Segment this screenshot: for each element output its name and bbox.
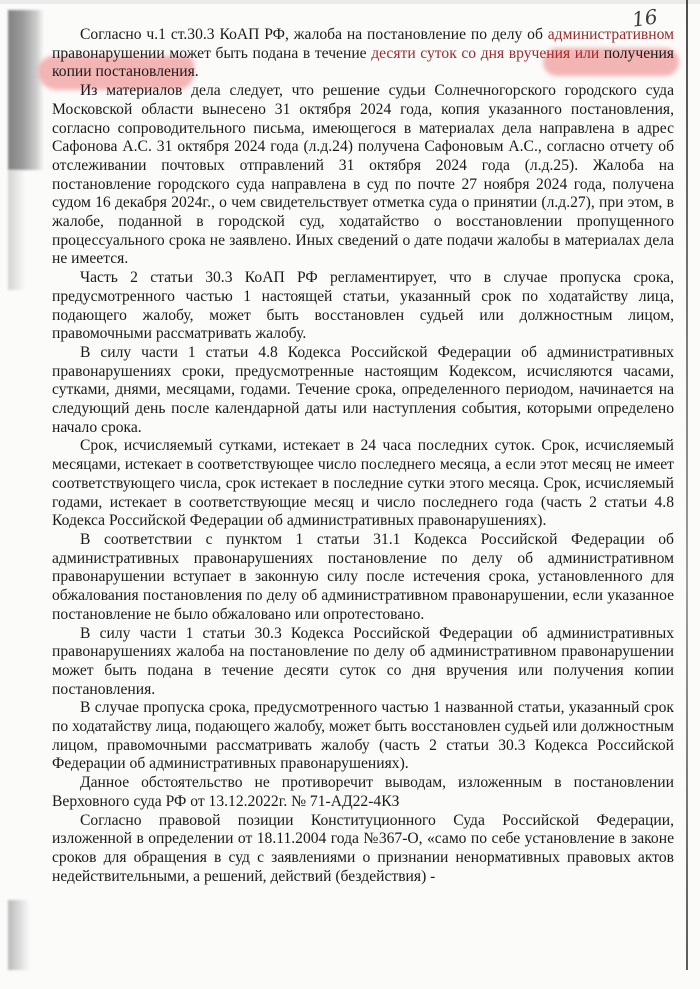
paragraph-9: Данное обстоятельство не противоречит выводам, изложенным в постановлении Верховного суда РФ от 13.12.2022г. № 71-АД22-4КЗ <box>52 774 674 810</box>
paragraph-4: В силу части 1 статьи 4.8 Кодекса Российской Федерации об административных правонарушениях сроки, предусмотренные настоящим Кодексом, исчисляются часами, сутками, днями, месяцами, годами. Течение срока, определенного периодом, начинается на следующий день после календарной даты или наступления события, которыми определено начало срока. <box>52 343 674 436</box>
handwritten-page-number: 16 <box>630 4 659 32</box>
paragraph-3: Часть 2 статьи 30.3 КоАП РФ регламентирует, что в случае пропуска срока, предусмотренного частью 1 настоящей статьи, указанный срок по ходатайству лица, подающего жалобу, может быть восстановлен судьей или должностным лицом, правомочными рассматривать жалобу. <box>52 269 674 343</box>
highlighted-text-ten-days: десяти суток со дня вручения или <box>371 44 600 62</box>
paragraph-7: В силу части 1 статьи 30.3 Кодекса Российской Федерации об административных правонарушениях жалоба на постановление по делу об административном правонарушении может быть подана в течение десяти суток со дня вручения или получения копии постановления. <box>52 624 674 698</box>
paragraph-10: Согласно правовой позиции Конституционного Суда Российской Федерации, изложенной в определении от 18.11.2004 года №367-О, «само по себе установление в законе сроков для обращения в суд с заявлениями о признании ненормативных правовых актов недействительными, а решений, действий (бездействия) - <box>52 811 674 885</box>
paragraph-1-part-1: Согласно ч.1 ст.30.3 КоАП РФ, жалоба на постановление по делу об <box>80 26 548 43</box>
scan-shadow-left-bottom <box>8 900 30 970</box>
highlighted-text-administrative: административном <box>547 26 674 43</box>
scan-right-edge-line <box>686 0 688 970</box>
paragraph-2: Из материалов дела следует, что решение судьи Солнечногорского городского суда Московской области вынесено 31 октября 2024 года, копия указанного постановления, согласно сопроводительного письма, имеющегося в материалах дела направлена в адрес Сафонова А.С. 31 октября 2024 года (л.д.24) получена Сафоновым А.С., согласно отчету об отслеживании почтовых отправлений 31 октября 2024 года (л.д.25). Жалоба на постановление городского суда направлена в суд по почте 27 ноября 2024 года, получена судом 16 декабря 2024г., о чем свидетельствует отметка суда о принятии (л.д.27), при этом, в жалобе, поданной в городской суд, ходатайство о восстановлении пропущенного процессуального срока не заявлено. Иных сведений о дате подачи жалобы в материалах дела не имеется. <box>52 82 674 268</box>
document-body <box>52 26 674 886</box>
paragraph-6: В соответствии с пунктом 1 статьи 31.1 Кодекса Российской Федерации об административных правонарушениях постановление по делу об административном правонарушении вступает в законную силу после истечения срока, установленного для обжалования постановления по делу об административном правонарушении, если указанное постановление не было обжаловано или опротестовано. <box>52 530 674 623</box>
scan-shadow-left-middle <box>8 170 26 290</box>
scan-top-edge <box>0 0 700 4</box>
paragraph-1-part-3: правонарушении может быть подана в течение <box>52 44 372 62</box>
paragraph-1-part-5: получения копии постановления. <box>52 44 674 81</box>
scan-shadow-left-top <box>8 10 44 170</box>
paragraph-1 <box>52 26 674 82</box>
paragraph-8: В случае пропуска срока, предусмотренного частью 1 названной статьи, указанный срок по ходатайству лица, подающего жалобу, может быть восстановлен судьей или должностным лицом, правомочными рассматривать жалобу (часть 2 статьи 30.3 Кодекса Российской Федерации об административных правонарушениях). <box>52 699 674 773</box>
paragraph-5: Срок, исчисляемый сутками, истекает в 24 часа последних суток. Срок, исчисляемый месяцами, истекает в соответствующее число последнего месяца, а если этот месяц не имеет соответствующего числа, срок истекает в последние сутки этого месяца. Срок, исчисляемый годами, истекает в соответствующие месяц и число последнего года (часть 2 статьи 4.8 Кодекса Российской Федерации об административных правонарушениях). <box>52 437 674 530</box>
